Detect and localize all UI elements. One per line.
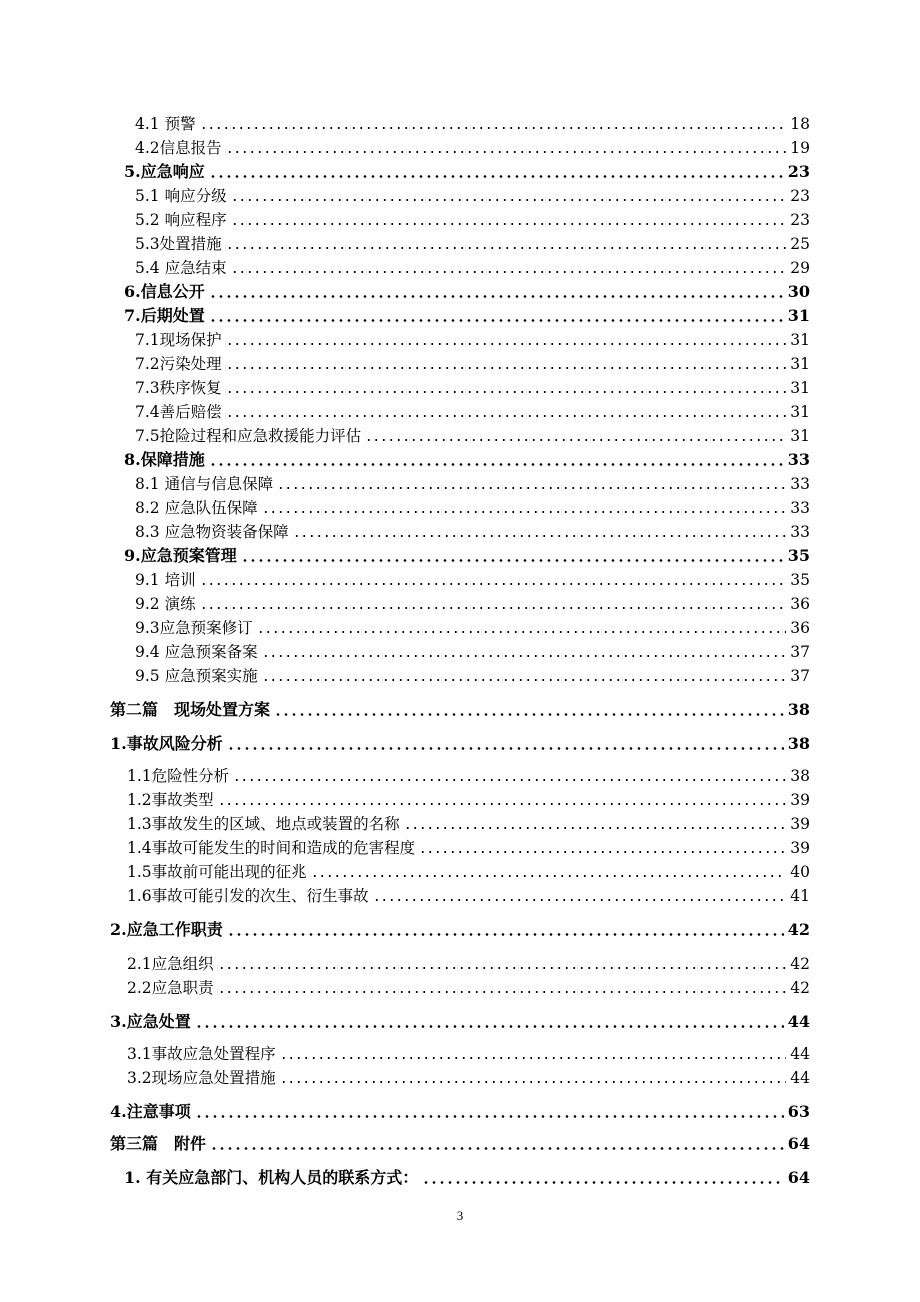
- toc-dot-leader: [226, 415, 787, 417]
- toc-dot-leader: [419, 851, 786, 853]
- toc-entry-title: 5.应急响应: [124, 162, 205, 181]
- toc-dot-leader: [231, 271, 787, 273]
- toc-dot-leader: [373, 899, 787, 901]
- toc-entry-page: 35: [787, 546, 810, 565]
- toc-entry[interactable]: [124, 1166, 810, 1188]
- toc-entry-page: 63: [787, 1102, 810, 1121]
- toc-entry-page: 30: [787, 282, 810, 301]
- toc-entry[interactable]: [124, 448, 810, 470]
- toc-entry[interactable]: [110, 918, 810, 940]
- toc-dot-leader: [231, 199, 787, 201]
- toc-entry-title: 7.2污染处理: [135, 355, 222, 373]
- toc-entry-page: 39: [790, 815, 810, 833]
- toc-dot-leader: [231, 223, 787, 225]
- toc-entry[interactable]: [127, 860, 810, 882]
- toc-entry[interactable]: [135, 328, 810, 350]
- toc-entry[interactable]: [135, 472, 810, 494]
- toc-dot-leader: [218, 803, 787, 805]
- toc-entry-title: 1. 有关应急部门、机构人员的联系方式：: [124, 1168, 419, 1187]
- page-number: 3: [456, 1208, 464, 1223]
- toc-dot-leader: [262, 679, 787, 681]
- toc-entry-title: 1.5事故前可能出现的征兆: [127, 863, 307, 881]
- toc-entry-page: 31: [790, 403, 810, 421]
- toc-dot-leader: [200, 607, 787, 609]
- toc-entry-title: 7.1现场保护: [135, 331, 222, 349]
- toc-entry-page: 37: [790, 667, 810, 685]
- toc-entry[interactable]: [135, 256, 810, 278]
- toc-entry[interactable]: [135, 568, 810, 590]
- toc-dot-leader: [209, 295, 784, 298]
- toc-entry-title: 9.1 培训: [135, 571, 196, 589]
- toc-entry-title: 1.3事故发生的区域、地点或装置的名称: [127, 815, 400, 833]
- toc-dot-leader: [280, 1057, 787, 1059]
- toc-entry-page: 41: [790, 887, 810, 905]
- toc-entry-page: 33: [787, 450, 810, 469]
- toc-dot-leader: [200, 127, 787, 129]
- toc-entry[interactable]: [135, 232, 810, 254]
- toc-entry-page: 64: [787, 1134, 810, 1153]
- toc-entry-title: 9.3应急预案修订: [135, 619, 253, 637]
- toc-entry[interactable]: [127, 812, 810, 834]
- toc-dot-leader: [311, 875, 787, 877]
- toc-dot-leader: [195, 1115, 784, 1118]
- toc-dot-leader: [241, 559, 784, 562]
- toc-entry-page: 42: [787, 920, 810, 939]
- toc-entry[interactable]: [124, 544, 810, 566]
- toc-entry-title: 第二篇 现场处置方案: [110, 700, 271, 719]
- toc-entry-page: 36: [790, 619, 810, 637]
- toc-dot-leader: [280, 1081, 787, 1083]
- toc-entry[interactable]: [124, 280, 810, 302]
- toc-entry-page: 42: [790, 955, 810, 973]
- toc-dot-leader: [233, 779, 786, 781]
- toc-entry-page: 36: [790, 595, 810, 613]
- toc-entry[interactable]: [127, 1042, 810, 1064]
- toc-entry-title: 2.1应急组织: [127, 955, 214, 973]
- toc-entry[interactable]: [135, 592, 810, 614]
- toc-entry-page: 42: [790, 979, 810, 997]
- toc-dot-leader: [274, 713, 784, 716]
- toc-entry-page: 23: [790, 211, 810, 229]
- toc-entry[interactable]: [135, 136, 810, 158]
- toc-entry[interactable]: [135, 352, 810, 374]
- toc-entry-page: 44: [790, 1045, 810, 1063]
- toc-entry-title: 4.2信息报告: [135, 139, 222, 157]
- toc-entry[interactable]: [127, 884, 810, 906]
- toc-entry-page: 33: [790, 523, 810, 541]
- toc-entry-title: 4.注意事项: [110, 1102, 191, 1121]
- toc-entry[interactable]: [135, 640, 810, 662]
- toc-dot-leader: [257, 631, 787, 633]
- toc-entry[interactable]: [135, 376, 810, 398]
- toc-entry-page: 25: [790, 235, 810, 253]
- toc-entry[interactable]: [135, 520, 810, 542]
- toc-entry-page: 23: [787, 162, 810, 181]
- toc-dot-leader: [226, 247, 787, 249]
- toc-entry-title: 5.2 响应程序: [135, 211, 227, 229]
- toc-entry-page: 38: [787, 734, 810, 753]
- toc-entry-title: 9.4 应急预案备案: [135, 643, 258, 661]
- toc-entry[interactable]: [110, 1100, 810, 1122]
- toc-entry[interactable]: [127, 952, 810, 974]
- toc-entry-title: 7.4善后赔偿: [135, 403, 222, 421]
- toc-entry-title: 第三篇 附件: [110, 1134, 207, 1153]
- toc-entry-title: 8.保障措施: [124, 450, 205, 469]
- toc-entry-page: 38: [787, 700, 810, 719]
- toc-entry-title: 9.2 演练: [135, 595, 196, 613]
- toc-entry[interactable]: [135, 616, 810, 638]
- toc-dot-leader: [422, 1181, 783, 1184]
- toc-dot-leader: [293, 535, 787, 537]
- toc-dot-leader: [195, 1025, 784, 1028]
- toc-entry-page: 40: [790, 863, 810, 881]
- toc-dot-leader: [404, 827, 787, 829]
- toc-entry[interactable]: [127, 788, 810, 810]
- toc-entry-title: 8.3 应急物资装备保障: [135, 523, 289, 541]
- toc-dot-leader: [200, 583, 787, 585]
- toc-entry-title: 1.2事故类型: [127, 791, 214, 809]
- toc-dot-leader: [262, 655, 787, 657]
- toc-entry[interactable]: [124, 304, 810, 326]
- toc-entry-title: 6.信息公开: [124, 282, 205, 301]
- toc-dot-leader: [218, 991, 787, 993]
- toc-entry-title: 1.6事故可能引发的次生、衍生事故: [127, 887, 369, 905]
- toc-entry[interactable]: [135, 424, 810, 446]
- toc-entry-title: 5.3处置措施: [135, 235, 222, 253]
- toc-entry[interactable]: [110, 1010, 810, 1032]
- toc-entry[interactable]: [110, 732, 810, 754]
- toc-entry-title: 8.2 应急队伍保障: [135, 499, 258, 517]
- toc-entry-page: 31: [790, 427, 810, 445]
- toc-entry[interactable]: [124, 160, 810, 182]
- toc-entry-page: 35: [790, 571, 810, 589]
- toc-entry-title: 1.1危险性分析: [127, 767, 230, 785]
- toc-entry-title: 9.5 应急预案实施: [135, 667, 258, 685]
- toc-entry[interactable]: [110, 1132, 810, 1154]
- toc-entry-title: 4.1 预警: [135, 115, 196, 133]
- toc-entry-title: 2.应急工作职责: [110, 920, 223, 939]
- toc-entry-title: 8.1 通信与信息保障: [135, 475, 274, 493]
- toc-entry-page: 33: [790, 475, 810, 493]
- toc-entry-title: 9.应急预案管理: [124, 546, 237, 565]
- toc-entry-title: 5.1 响应分级: [135, 187, 227, 205]
- toc-entry[interactable]: [135, 184, 810, 206]
- toc-dot-leader: [227, 747, 784, 750]
- toc-entry-page: 31: [790, 355, 810, 373]
- toc-entry[interactable]: [127, 764, 810, 786]
- toc-entry-page: 31: [790, 331, 810, 349]
- toc-entry[interactable]: [127, 976, 810, 998]
- toc-entry-page: 39: [790, 791, 810, 809]
- toc-entry[interactable]: [127, 1066, 810, 1088]
- toc-dot-leader: [227, 933, 784, 936]
- toc-entry-title: 7.后期处置: [124, 306, 205, 325]
- toc-entry-title: 7.3秩序恢复: [135, 379, 222, 397]
- toc-entry-page: 23: [790, 187, 810, 205]
- toc-entry-page: 44: [790, 1069, 810, 1087]
- toc-dot-leader: [209, 319, 784, 322]
- toc-entry[interactable]: [135, 208, 810, 230]
- toc-entry-page: 33: [790, 499, 810, 517]
- toc-entry-title: 3.2现场应急处置措施: [127, 1069, 276, 1087]
- toc-entry[interactable]: [135, 112, 810, 134]
- toc-entry-title: 3.1事故应急处置程序: [127, 1045, 276, 1063]
- toc-entry-page: 44: [787, 1012, 810, 1031]
- toc-entry-page: 64: [787, 1168, 810, 1187]
- toc-dot-leader: [226, 151, 787, 153]
- toc-entry-page: 29: [790, 259, 810, 277]
- toc-dot-leader: [218, 967, 787, 969]
- toc-entry-page: 38: [790, 767, 810, 785]
- toc-entry-page: 31: [790, 379, 810, 397]
- toc-entry-title: 7.5抢险过程和应急救援能力评估: [135, 427, 362, 445]
- toc-entry-title: 5.4 应急结束: [135, 259, 227, 277]
- toc-entry-page: 39: [790, 839, 810, 857]
- toc-dot-leader: [226, 343, 787, 345]
- toc-dot-leader: [262, 511, 787, 513]
- toc-dot-leader: [226, 391, 787, 393]
- toc-dot-leader: [209, 463, 784, 466]
- toc-entry-title: 1.事故风险分析: [110, 734, 223, 753]
- toc-entry[interactable]: [127, 836, 810, 858]
- toc-entry-page: 18: [790, 115, 810, 133]
- toc-entry-page: 31: [787, 306, 810, 325]
- toc-dot-leader: [277, 487, 786, 489]
- toc-entry[interactable]: [135, 664, 810, 686]
- toc-dot-leader: [209, 175, 784, 178]
- toc-entry-page: 37: [790, 643, 810, 661]
- toc-entry[interactable]: [135, 400, 810, 422]
- toc-entry[interactable]: [110, 698, 810, 720]
- toc-entry-title: 3.应急处置: [110, 1012, 191, 1031]
- toc-entry-title: 1.4事故可能发生的时间和造成的危害程度: [127, 839, 416, 857]
- toc-entry-title: 2.2应急职责: [127, 979, 214, 997]
- toc-dot-leader: [365, 439, 786, 441]
- toc-dot-leader: [210, 1147, 784, 1150]
- toc-dot-leader: [226, 367, 787, 369]
- toc-entry[interactable]: [135, 496, 810, 518]
- toc-entry-page: 19: [790, 139, 810, 157]
